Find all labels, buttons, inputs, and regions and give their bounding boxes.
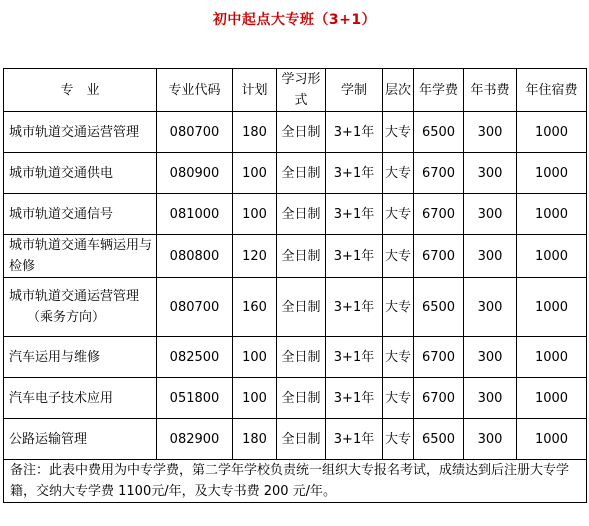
header-major: 专 业 xyxy=(4,69,157,112)
level-cell: 大专 xyxy=(383,278,414,337)
table-row xyxy=(4,153,587,194)
tuition-cell: 6500 xyxy=(414,419,464,460)
table-row xyxy=(4,378,587,419)
tuition-cell: 6500 xyxy=(414,278,464,337)
major-name: 城市轨道交通信号 xyxy=(9,206,114,222)
header-level: 层次 xyxy=(383,69,414,112)
books-cell: 300 xyxy=(464,337,517,378)
plan-cell: 180 xyxy=(233,419,277,460)
table-row xyxy=(4,194,587,235)
major-cell xyxy=(4,278,157,337)
header-books: 年书费 xyxy=(464,69,517,112)
duration-cell: 3+1年 xyxy=(326,194,383,235)
code-cell: 081000 xyxy=(157,194,233,235)
level-cell: 大专 xyxy=(383,235,414,278)
code-cell: 080800 xyxy=(157,235,233,278)
form-cell: 全日制 xyxy=(277,235,326,278)
major-name: 公路运输管理 xyxy=(9,431,88,447)
books-cell: 300 xyxy=(464,112,517,153)
major-name: 城市轨道交通供电 xyxy=(9,165,114,181)
major-name: 汽车运用与维修 xyxy=(9,349,101,365)
form-cell: 全日制 xyxy=(277,194,326,235)
duration-cell: 3+1年 xyxy=(326,153,383,194)
plan-cell: 180 xyxy=(233,112,277,153)
major-name: 汽车电子技术应用 xyxy=(9,390,114,406)
code-cell: 080900 xyxy=(157,153,233,194)
header-code: 专业代码 xyxy=(157,69,233,112)
duration-cell: 3+1年 xyxy=(326,278,383,337)
dorm-cell: 1000 xyxy=(517,153,587,194)
major-cell xyxy=(4,337,157,378)
major-cell xyxy=(4,378,157,419)
plan-cell: 160 xyxy=(233,278,277,337)
duration-cell: 3+1年 xyxy=(326,337,383,378)
major-name: 城市轨道交通运营管理 xyxy=(9,124,140,140)
header-plan: 计划 xyxy=(233,69,277,112)
books-cell: 300 xyxy=(464,153,517,194)
books-cell: 300 xyxy=(464,419,517,460)
tuition-cell: 6700 xyxy=(414,378,464,419)
table-header-row xyxy=(4,69,587,112)
table-row xyxy=(4,278,587,337)
dorm-cell: 1000 xyxy=(517,378,587,419)
books-cell: 300 xyxy=(464,278,517,337)
level-cell: 大专 xyxy=(383,153,414,194)
major-name: 城市轨道交通车辆运用与检修 xyxy=(9,238,153,274)
page-title: 初中起点大专班（3+1） xyxy=(212,12,377,28)
header-duration: 学制 xyxy=(326,69,383,112)
major-cell xyxy=(4,194,157,235)
duration-cell: 3+1年 xyxy=(326,419,383,460)
major-cell xyxy=(4,153,157,194)
duration-cell: 3+1年 xyxy=(326,378,383,419)
table-row xyxy=(4,419,587,460)
plan-cell: 100 xyxy=(233,337,277,378)
header-tuition: 年学费 xyxy=(414,69,464,112)
form-cell: 全日制 xyxy=(277,112,326,153)
books-cell: 300 xyxy=(464,378,517,419)
form-cell: 全日制 xyxy=(277,419,326,460)
tuition-cell: 6700 xyxy=(414,337,464,378)
duration-cell: 3+1年 xyxy=(326,235,383,278)
level-cell: 大专 xyxy=(383,337,414,378)
major-cell xyxy=(4,112,157,153)
footnote-row xyxy=(4,460,587,503)
major-direction-note: （乘务方向） xyxy=(27,310,106,325)
tuition-cell: 6700 xyxy=(414,153,464,194)
level-cell: 大专 xyxy=(383,194,414,235)
form-cell: 全日制 xyxy=(277,337,326,378)
plan-cell: 100 xyxy=(233,378,277,419)
program-fee-table xyxy=(3,68,587,503)
code-cell: 080700 xyxy=(157,278,233,337)
form-cell: 全日制 xyxy=(277,278,326,337)
dorm-cell: 1000 xyxy=(517,235,587,278)
header-dorm: 年住宿费 xyxy=(517,69,587,112)
books-cell: 300 xyxy=(464,194,517,235)
form-cell: 全日制 xyxy=(277,153,326,194)
code-cell: 082900 xyxy=(157,419,233,460)
tuition-cell: 6700 xyxy=(414,235,464,278)
duration-cell: 3+1年 xyxy=(326,112,383,153)
tuition-cell: 6500 xyxy=(414,112,464,153)
dorm-cell: 1000 xyxy=(517,194,587,235)
code-cell: 051800 xyxy=(157,378,233,419)
level-cell: 大专 xyxy=(383,378,414,419)
table-row xyxy=(4,112,587,153)
books-cell: 300 xyxy=(464,235,517,278)
form-cell: 全日制 xyxy=(277,378,326,419)
tuition-cell: 6700 xyxy=(414,194,464,235)
footnote: 备注：此表中费用为中专学费，第二学年学校负责统一组织大专报名考试，成绩达到后注册大专学籍，交纳大专学费 1100元/年，及大专书费 200 元/年。 xyxy=(4,460,587,503)
dorm-cell: 1000 xyxy=(517,419,587,460)
major-cell xyxy=(4,419,157,460)
level-cell: 大专 xyxy=(383,112,414,153)
plan-cell: 100 xyxy=(233,153,277,194)
dorm-cell: 1000 xyxy=(517,112,587,153)
dorm-cell: 1000 xyxy=(517,337,587,378)
dorm-cell: 1000 xyxy=(517,278,587,337)
plan-cell: 100 xyxy=(233,194,277,235)
table-row xyxy=(4,337,587,378)
plan-cell: 120 xyxy=(233,235,277,278)
code-cell: 080700 xyxy=(157,112,233,153)
table-row xyxy=(4,235,587,278)
major-cell xyxy=(4,235,157,278)
code-cell: 082500 xyxy=(157,337,233,378)
level-cell: 大专 xyxy=(383,419,414,460)
major-name: 城市轨道交通运营管理 xyxy=(9,289,140,304)
header-form: 学习形式 xyxy=(277,69,326,112)
